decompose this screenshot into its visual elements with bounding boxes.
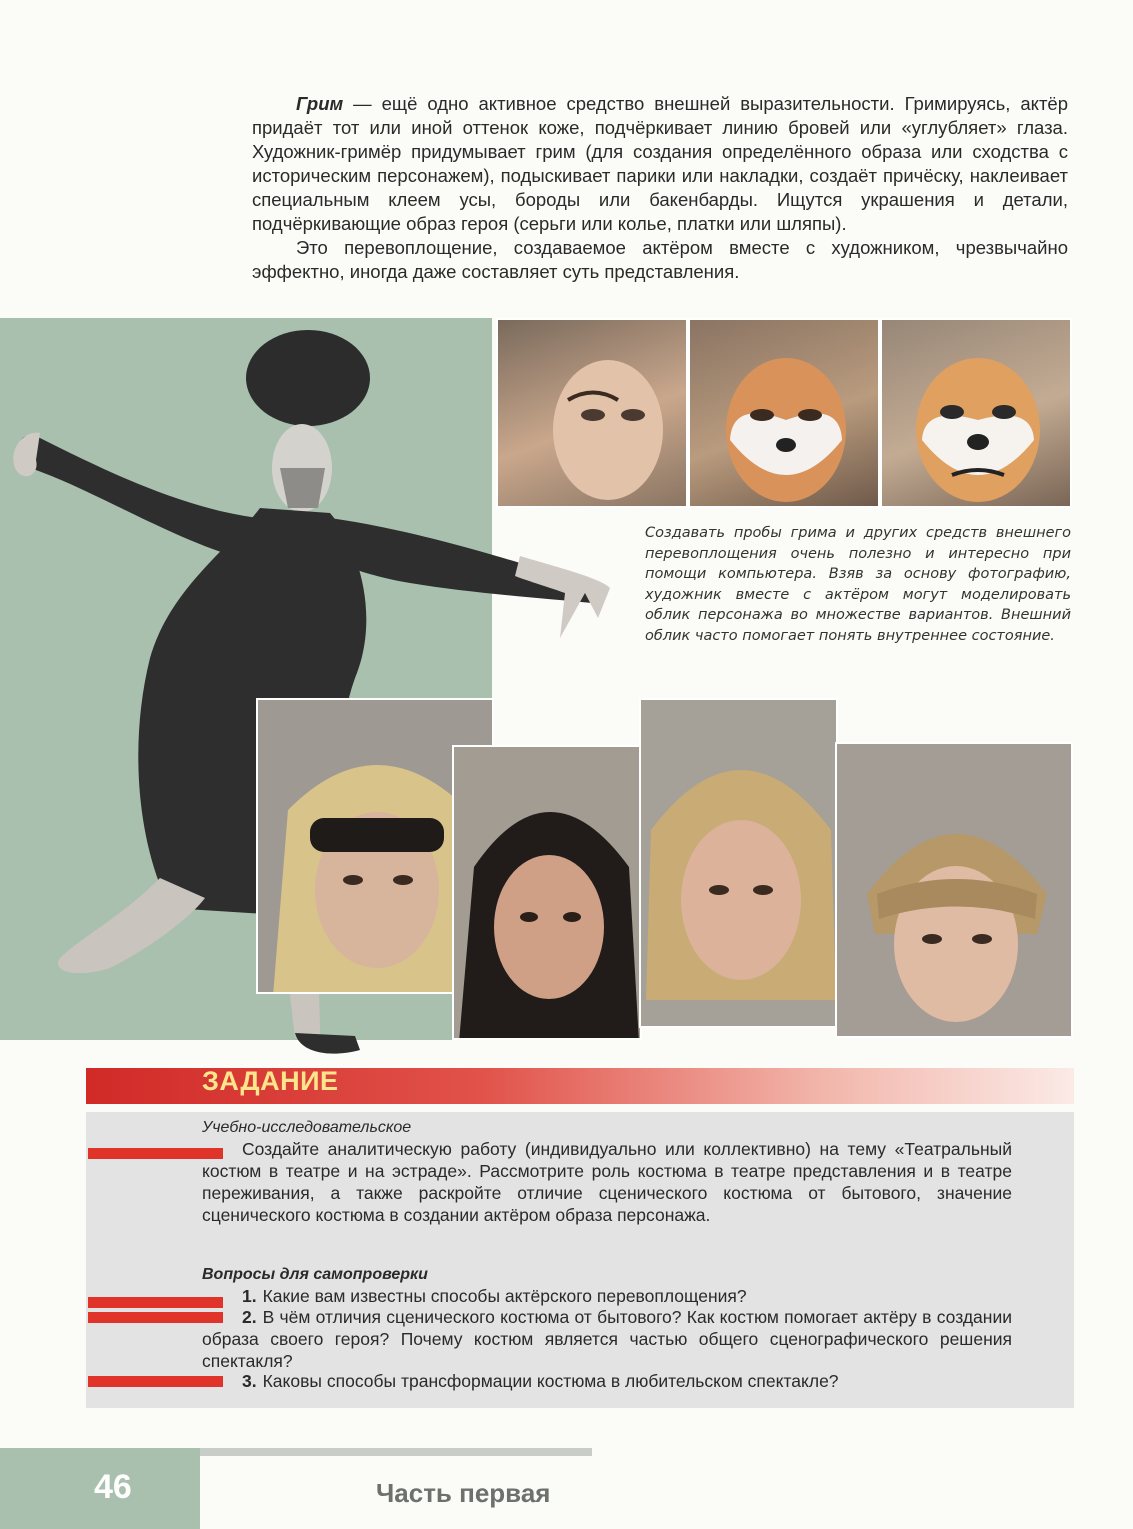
questions-heading: Вопросы для самопроверки bbox=[202, 1266, 428, 1283]
page-number: 46 bbox=[94, 1468, 132, 1506]
task-subtitle: Учебно-исследовательское bbox=[202, 1119, 412, 1136]
question-text: Каковы способы трансформации костюма в любительском спектакле? bbox=[262, 1371, 839, 1391]
photo-caption: Создавать пробы грима и других средств внешнего перевоплощения очень полезно и интересно при помощи компьютера. Взяв за основу фотографию, художник вместе с актёром могут моделировать облик персонажа во множестве вариантов. Внешний облик часто помогает понять внутреннее состояние. bbox=[645, 525, 1071, 644]
intro-text bbox=[252, 92, 1068, 284]
wig-photo-2 bbox=[452, 745, 642, 1040]
question-text: В чём отличия сценического костюма от бытового? Как костюм помогает актёру в создании образа своего героя? Почему костюм является частью общего сценографического решения спектакля? bbox=[202, 1307, 1012, 1371]
question-number: 1. bbox=[242, 1286, 257, 1306]
part-title: Часть первая bbox=[376, 1478, 551, 1508]
task-title: ЗАДАНИЕ bbox=[202, 1066, 339, 1096]
question-text: Какие вам известны способы актёрского перевоплощения? bbox=[262, 1286, 747, 1306]
term-grim: Грим bbox=[296, 93, 344, 114]
question-item bbox=[202, 1370, 1012, 1392]
question-number: 3. bbox=[242, 1371, 257, 1391]
footer-divider bbox=[200, 1448, 592, 1456]
intro-paragraph-1 bbox=[252, 92, 1068, 236]
question-item bbox=[202, 1285, 1012, 1307]
intro-paragraph-2: Это перевоплощение, создаваемое актёром вместе с художником, чрезвычайно эффектно, иногда даже составляет суть представления. bbox=[252, 237, 1068, 282]
wig-photo-3 bbox=[639, 698, 838, 1028]
question-number: 2. bbox=[242, 1307, 257, 1327]
task-body bbox=[202, 1138, 1012, 1226]
intro-paragraph-1-text: — ещё одно активное средство внешней выразительности. Гримируясь, актёр придаёт тот или иной оттенок коже, подчёркивает линию бровей или «углубляет» глаза. Художник-гримёр придумывает грим (для создания определённого образа или сходства с историческим персонажем), подыскивает парики или накладки, создаёт причёску, наклеивает специальным клеем усы, бороды или бакенбарды. Ищутся украшения и детали, подчёркивающие образ героя (серьги или колье, платки или шляпы). bbox=[252, 93, 1068, 234]
question-item bbox=[202, 1306, 1012, 1372]
wig-photo-4 bbox=[835, 742, 1073, 1038]
makeup-photo-3 bbox=[880, 318, 1072, 508]
task-body-text: Создайте аналитическую работу (индивидуально или коллективно) на тему «Театральный костюм в театре и на эстраде». Рассмотрите роль костюма в театре представления и в театре переживания, а также раскройте отличие сценического костюма от бытового, значение сценического костюма в создании актёром образа персонажа. bbox=[202, 1139, 1012, 1225]
makeup-photo-2 bbox=[688, 318, 880, 508]
makeup-photo-1 bbox=[496, 318, 688, 508]
